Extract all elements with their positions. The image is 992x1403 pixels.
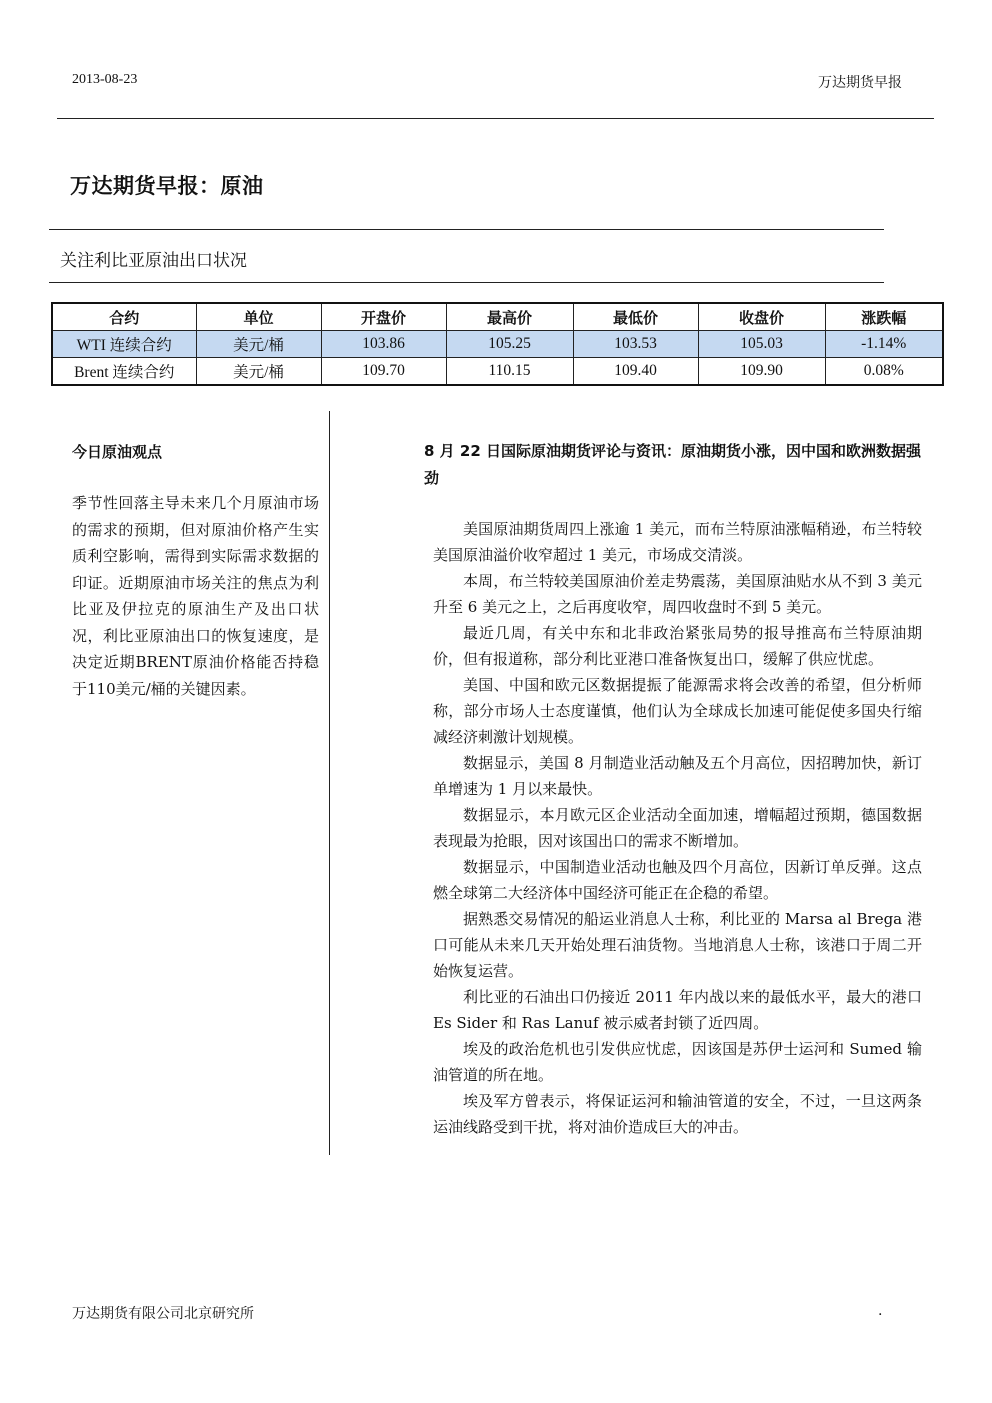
table-cell: 109.90: [698, 358, 825, 386]
table-cell: 109.70: [321, 358, 446, 386]
table-row-brent: [52, 358, 943, 386]
subtitle-bottom-divider: [49, 282, 884, 283]
table-cell: 105.25: [446, 331, 573, 358]
subtitle-top-divider: [49, 229, 884, 230]
table-cell: 美元/桶: [196, 358, 321, 386]
sidebar-body: 季节性回落主导未来几个月原油市场的需求的预期，但对原油价格产生实质利空影响，需得到实际需求数据的印证。近期原油市场关注的焦点为利比亚及伊拉克的原油生产及出口状况，利比亚原油出口的恢复速度，是决定近期BRENT原油价格能否持稳于110美元/桶的关键因素。: [72, 494, 319, 698]
table-cell: 110.15: [446, 358, 573, 386]
page-subtitle: 关注利比亚原油出口状况: [60, 251, 247, 271]
article-paragraph: 埃及的政治危机也引发供应忧虑，因该国是苏伊士运河和 Sumed 输油管道的所在地。: [433, 1040, 922, 1084]
article-body: [433, 516, 922, 1140]
footer-org: 万达期货有限公司北京研究所: [72, 1306, 254, 1322]
article-paragraph: 据熟悉交易情况的船运业消息人士称，利比亚的 Marsa al Brega 港口可能从未来几天开始处理石油货物。当地消息人士称，该港口于周二开始恢复运营。: [433, 910, 922, 980]
table-cell: 109.40: [573, 358, 698, 386]
article-heading: 8 月 22 日国际原油期货评论与资讯：原油期货小涨，因中国和欧洲数据强劲: [424, 442, 921, 487]
table-cell: 0.08%: [825, 358, 943, 386]
col-header-open: 开盘价: [321, 303, 446, 331]
page-title: 万达期货早报：原油: [70, 174, 264, 198]
col-header-close: 收盘价: [698, 303, 825, 331]
article-paragraph: 利比亚的石油出口仍接近 2011 年内战以来的最低水平，最大的港口 Es Sider 和 Ras Lanuf 被示威者封锁了近四周。: [433, 988, 922, 1032]
table-cell: 105.03: [698, 331, 825, 358]
report-name: 万达期货早报: [818, 75, 902, 91]
footer-mark: .: [878, 1303, 883, 1319]
table-cell: WTI 连续合约: [52, 331, 196, 358]
table-cell: -1.14%: [825, 331, 943, 358]
col-header-contract: 合约: [52, 303, 196, 331]
col-header-high: 最高价: [446, 303, 573, 331]
column-divider: [329, 411, 330, 1155]
article-paragraph: 美国原油期货周四上涨逾 1 美元，而布兰特原油涨幅稍逊，布兰特较美国原油溢价收窄超过 1 美元，市场成交清淡。: [433, 520, 922, 564]
price-table: [51, 302, 944, 386]
article-paragraph: 埃及军方曾表示，将保证运河和输油管道的安全，不过，一旦这两条运油线路受到干扰，将对油价造成巨大的冲击。: [433, 1092, 922, 1136]
article-paragraph: 美国、中国和欧元区数据提振了能源需求将会改善的希望，但分析师称，部分市场人士态度谨慎，他们认为全球成长加速可能促使多国央行缩减经济刺激计划规模。: [433, 676, 922, 746]
article-paragraph: 本周，布兰特较美国原油价差走势震荡，美国原油贴水从不到 3 美元升至 6 美元之上，之后再度收窄，周四收盘时不到 5 美元。: [433, 572, 922, 616]
sidebar-heading: 今日原油观点: [72, 443, 163, 461]
table-cell: 103.53: [573, 331, 698, 358]
table-cell: 103.86: [321, 331, 446, 358]
col-header-low: 最低价: [573, 303, 698, 331]
table-cell: 美元/桶: [196, 331, 321, 358]
col-header-change: 涨跌幅: [825, 303, 943, 331]
table-row-wti: [52, 331, 943, 358]
table-cell: Brent 连续合约: [52, 358, 196, 386]
col-header-unit: 单位: [196, 303, 321, 331]
report-date: 2013-08-23: [72, 72, 138, 87]
header-divider: [57, 118, 934, 119]
table-header-row: [52, 303, 943, 331]
article-paragraph: 数据显示，美国 8 月制造业活动触及五个月高位，因招聘加快，新订单增速为 1 月以来最快。: [433, 754, 922, 798]
article-paragraph: 最近几周，有关中东和北非政治紧张局势的报导推高布兰特原油期价，但有报道称，部分利比亚港口准备恢复出口，缓解了供应忧虑。: [433, 624, 922, 668]
article-paragraph: 数据显示，中国制造业活动也触及四个月高位，因新订单反弹。这点燃全球第二大经济体中国经济可能正在企稳的希望。: [433, 858, 922, 902]
article-paragraph: 数据显示，本月欧元区企业活动全面加速，增幅超过预期，德国数据表现最为抢眼，因对该国出口的需求不断增加。: [433, 806, 922, 850]
